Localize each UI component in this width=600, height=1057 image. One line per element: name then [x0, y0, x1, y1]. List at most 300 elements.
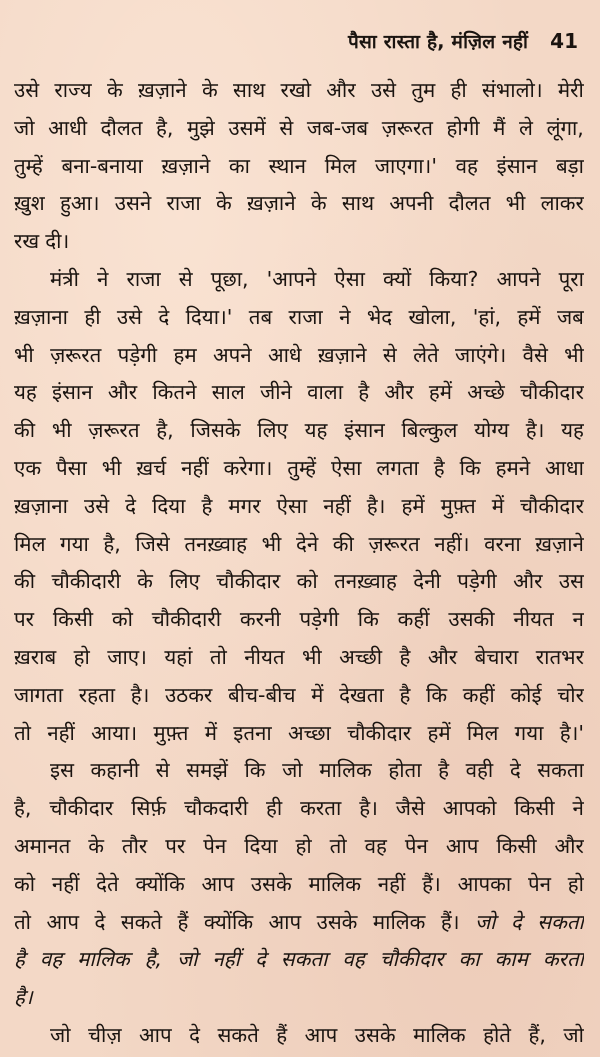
- word: है: [14, 947, 25, 972]
- word: राजा: [288, 304, 323, 329]
- word: आप: [304, 1022, 338, 1047]
- word: है,: [144, 947, 162, 972]
- word: 'हां,: [472, 304, 502, 329]
- word: नहीं: [323, 493, 351, 518]
- word: ही: [84, 304, 101, 329]
- word: कहीं: [462, 682, 495, 707]
- word: तो: [14, 909, 31, 934]
- word: से: [382, 342, 397, 367]
- word: आप: [201, 871, 235, 896]
- word: अमानत: [14, 833, 71, 858]
- word: साथ: [341, 191, 375, 216]
- word: अच्छी: [339, 644, 383, 669]
- text-line: [14, 261, 584, 299]
- word: नहीं: [377, 871, 406, 896]
- word: और: [427, 644, 458, 669]
- word: ही: [266, 796, 283, 821]
- word: जीने: [259, 380, 292, 405]
- word: चौकीदार: [379, 947, 444, 972]
- word: सकते: [120, 909, 163, 934]
- word: आधा: [545, 455, 584, 480]
- word: नहीं: [51, 871, 80, 896]
- word: दिया: [152, 493, 186, 518]
- word: क्योंकि: [203, 909, 254, 934]
- word: की: [14, 569, 36, 594]
- word: लिए: [257, 418, 288, 443]
- word: मालिक: [77, 947, 130, 972]
- word: जाएंगे।: [455, 342, 507, 367]
- word: है: [399, 644, 411, 669]
- word: है।': [559, 720, 584, 745]
- word: बीच-बीच: [228, 682, 296, 707]
- word: मुफ़्त: [153, 720, 189, 745]
- word: पर: [14, 607, 35, 632]
- word: की: [14, 418, 36, 443]
- word: लिए: [169, 569, 200, 594]
- word: अच्छा: [287, 720, 331, 745]
- word: ऐसा: [334, 266, 365, 291]
- word: चौकीदारी: [51, 569, 121, 594]
- word: देते: [96, 871, 119, 896]
- word: तुम्हें: [287, 455, 317, 480]
- word: खोला,: [408, 304, 457, 329]
- word: कितने: [152, 380, 197, 405]
- word: संभालो।: [482, 78, 543, 102]
- word: कि: [244, 758, 266, 783]
- word: ख़ुश: [14, 191, 45, 216]
- word: दे: [510, 909, 522, 934]
- word: आप: [139, 1022, 172, 1047]
- word: राजा: [166, 191, 201, 216]
- word: के: [106, 78, 123, 102]
- word: नहीं।: [434, 531, 470, 556]
- word: इतना: [233, 720, 272, 745]
- word: के: [88, 833, 104, 858]
- word: ने: [339, 304, 351, 329]
- word: का: [228, 153, 250, 178]
- word: है,: [14, 796, 32, 821]
- word: में: [204, 720, 217, 745]
- word: हमें: [517, 304, 541, 329]
- word: तनख़्वाह: [184, 531, 248, 556]
- word: मंत्री: [50, 266, 79, 291]
- word: जिसे: [135, 531, 170, 556]
- word: जैसे: [395, 796, 425, 821]
- word: ही: [450, 78, 467, 102]
- text-line: [14, 866, 584, 904]
- word: दे: [254, 947, 266, 972]
- word: करता: [300, 796, 342, 821]
- word: तो: [14, 720, 31, 745]
- word: ज़रूरत: [88, 418, 140, 443]
- word: दिया: [244, 833, 278, 858]
- word: जो: [14, 115, 35, 140]
- word: को: [296, 569, 318, 594]
- word: उसमें: [228, 115, 266, 140]
- word: ख़ज़ाने: [138, 78, 187, 102]
- word: जो: [282, 758, 303, 783]
- word: दिया।': [185, 304, 233, 329]
- word: है: [358, 380, 370, 405]
- word: करता: [542, 947, 584, 972]
- word: बना-बनाया: [61, 153, 143, 178]
- text-line: [14, 412, 584, 450]
- word: मालिक: [308, 871, 362, 896]
- word: जो: [176, 947, 198, 972]
- word: कि: [426, 682, 448, 707]
- word: ने: [96, 266, 109, 291]
- word: हो: [295, 833, 312, 858]
- word: नहीं: [181, 455, 209, 480]
- text-line: [14, 148, 584, 186]
- text-line: [14, 677, 584, 715]
- text-line: [14, 1017, 584, 1055]
- word: हमें: [428, 380, 453, 405]
- word: जो: [563, 1022, 584, 1047]
- word: इंसान: [51, 380, 93, 405]
- word: रख: [14, 229, 40, 254]
- word: पूरा: [558, 266, 584, 291]
- word: है।: [525, 418, 545, 443]
- word: नहीं: [212, 947, 240, 972]
- word: मिल: [466, 720, 499, 745]
- word: जाएगा।': [374, 153, 437, 178]
- word: वरना: [484, 531, 521, 556]
- word: जो: [50, 1022, 71, 1047]
- word: ख़ज़ाने: [246, 191, 296, 216]
- text-line: [14, 374, 584, 412]
- word: और: [513, 569, 543, 594]
- word: पेन: [203, 833, 227, 858]
- word: करनी: [239, 607, 281, 632]
- word: रातभर: [535, 644, 584, 669]
- word: मेरी: [557, 78, 584, 102]
- word: के: [137, 569, 153, 594]
- word: हम: [173, 342, 197, 367]
- word: कि: [357, 607, 379, 632]
- word: दे: [189, 1022, 201, 1047]
- word: किसी: [514, 796, 555, 821]
- word: हैं।: [440, 909, 460, 934]
- word: के: [201, 78, 218, 102]
- word: को: [111, 607, 133, 632]
- word: तनख़्वाह: [334, 569, 397, 594]
- text-line: [14, 526, 584, 564]
- text-line: [14, 752, 584, 790]
- word: किसी: [496, 833, 537, 858]
- word: तुम्हें: [14, 153, 43, 178]
- word: चौकीदार: [347, 720, 412, 745]
- word: नीयत: [513, 607, 554, 632]
- word: 'आपने: [266, 266, 317, 291]
- word: में: [311, 682, 324, 707]
- word: लूंगा,: [546, 115, 584, 140]
- word: हमने: [495, 455, 531, 480]
- word: दे: [125, 493, 137, 518]
- word: गया: [60, 531, 89, 556]
- word: है।: [130, 682, 150, 707]
- word: मालिक: [413, 1022, 466, 1047]
- word: वह: [364, 833, 387, 858]
- word: क्योंकि: [135, 871, 185, 896]
- text-line: [14, 223, 584, 261]
- word: राजा: [126, 266, 161, 291]
- word: आप: [445, 833, 479, 858]
- word: भी: [302, 644, 322, 669]
- word: ख़ज़ाने: [535, 531, 584, 556]
- word: चौकीदारी: [151, 607, 222, 632]
- text-line: [14, 601, 584, 639]
- word: पेन: [404, 833, 428, 858]
- word: है।: [359, 796, 378, 821]
- word: पेन: [527, 871, 552, 896]
- word: हमें: [427, 720, 451, 745]
- word: सकते: [217, 1022, 259, 1047]
- text-line: [14, 639, 584, 677]
- word: मालिक: [372, 909, 426, 934]
- word: पैसा: [56, 455, 87, 480]
- word: वह: [455, 153, 478, 178]
- word: है,: [156, 115, 174, 140]
- word: साल: [211, 380, 245, 405]
- running-header: [348, 28, 578, 54]
- word: बिल्कुल: [401, 418, 458, 443]
- word: ले: [519, 115, 533, 140]
- word: आपका: [457, 871, 512, 896]
- word: को: [14, 871, 36, 896]
- word: देखता: [339, 682, 384, 707]
- word: की: [332, 531, 354, 556]
- word: उसे: [116, 304, 142, 329]
- word: उसके: [250, 871, 292, 896]
- word: होता: [388, 758, 422, 783]
- body-text: [14, 72, 584, 1055]
- word: है।: [366, 493, 386, 518]
- word: देने: [295, 531, 319, 556]
- word: सकता: [537, 909, 584, 934]
- word: और: [554, 833, 584, 858]
- word: कि: [459, 455, 481, 480]
- word: तो: [329, 833, 347, 858]
- word: बड़ा: [555, 153, 584, 178]
- word: योग्य: [474, 418, 510, 443]
- word: चौकीदार: [520, 493, 584, 518]
- word: आपको: [442, 796, 497, 821]
- word: हैं: [276, 1022, 288, 1047]
- word: उसे: [14, 78, 40, 102]
- word: मुफ़्त: [440, 493, 476, 518]
- word: है।: [14, 985, 33, 1010]
- word: मिल: [14, 531, 46, 556]
- text-line: [14, 299, 584, 337]
- word: ख़ज़ाना: [14, 304, 68, 329]
- word: क्यों: [382, 266, 412, 291]
- word: ख़ज़ाना: [14, 493, 68, 518]
- word: है: [399, 682, 411, 707]
- word: किया?: [429, 266, 479, 291]
- word: चीज़: [88, 1022, 122, 1047]
- word: आधे: [267, 342, 302, 367]
- word: आया।: [91, 720, 138, 745]
- word: बेचारा: [474, 644, 519, 669]
- word: पड़ेगी: [117, 342, 158, 367]
- word: ज़रूरत: [50, 342, 102, 367]
- word: से: [178, 266, 193, 291]
- word: लेते: [413, 342, 439, 367]
- word: उसने: [114, 191, 152, 216]
- word: भी: [564, 342, 584, 367]
- word: ने: [572, 796, 584, 821]
- word: यह: [304, 418, 328, 443]
- word: ऐसा: [330, 455, 362, 480]
- word: ज़रूरत: [368, 531, 420, 556]
- word: और: [384, 380, 414, 405]
- word: सकता: [537, 758, 584, 783]
- word: अपने: [212, 342, 252, 367]
- word: देनी: [413, 569, 441, 594]
- word: ख़ज़ाने: [161, 153, 211, 178]
- text-line: [14, 110, 584, 148]
- word: रखो: [280, 78, 312, 102]
- word: दे: [94, 909, 106, 934]
- word: जिसके: [190, 418, 241, 443]
- word: लाकर: [540, 191, 584, 216]
- word: तुम: [411, 78, 436, 102]
- word: मुझे: [187, 115, 215, 140]
- word: जागता: [14, 682, 64, 707]
- text-line: [14, 450, 584, 488]
- word: कहानी: [90, 758, 140, 783]
- word: इस: [50, 758, 74, 783]
- word: आप: [46, 909, 80, 934]
- running-header-title: पैसा रास्ता है, मंज़िल नहीं: [347, 31, 529, 53]
- word: सकता: [280, 947, 328, 972]
- word: चोर: [557, 682, 584, 707]
- word: नीयत: [244, 644, 285, 669]
- word: और: [107, 380, 138, 405]
- word: भी: [51, 418, 72, 443]
- word: कोई: [510, 682, 542, 707]
- text-line: [14, 563, 584, 601]
- word: मगर: [228, 493, 261, 518]
- word: भी: [14, 342, 34, 367]
- text-line: [14, 715, 584, 753]
- word: जो: [474, 909, 496, 934]
- word: उसे: [84, 493, 110, 518]
- word: तो: [209, 644, 227, 669]
- word: से: [279, 115, 294, 140]
- word: हैं: [177, 909, 189, 934]
- text-line: [14, 904, 584, 942]
- word: यह: [561, 418, 584, 443]
- word: वह: [342, 947, 365, 972]
- word: हो: [567, 871, 584, 896]
- word: यहां: [164, 644, 193, 669]
- word: के: [310, 191, 327, 216]
- word: भी: [101, 455, 122, 480]
- word: हैं।: [422, 871, 441, 896]
- word: किसी: [52, 607, 94, 632]
- word: वही: [465, 758, 494, 783]
- word: उसके: [316, 909, 358, 934]
- text-line: [14, 185, 584, 223]
- word: ख़ज़ाने: [317, 342, 367, 367]
- word: होते: [483, 1022, 511, 1047]
- word: भी: [505, 191, 526, 216]
- word: उसकी: [448, 607, 495, 632]
- word: आधी: [48, 115, 88, 140]
- word: एक: [14, 455, 42, 480]
- word: कहीं: [397, 607, 430, 632]
- word: वाला: [307, 380, 344, 405]
- word: चौकीदार: [216, 569, 281, 594]
- text-line: [14, 790, 584, 828]
- word: से: [155, 758, 170, 783]
- word: वह: [39, 947, 63, 972]
- word: न: [572, 607, 584, 632]
- word: हो: [73, 644, 90, 669]
- word: दे: [509, 758, 521, 783]
- word: गया: [514, 720, 544, 745]
- word: उठकर: [165, 682, 213, 707]
- word: है: [433, 455, 445, 480]
- word: वैसे: [522, 342, 548, 367]
- word: भी: [261, 531, 282, 556]
- word: और: [326, 78, 356, 102]
- word: साथ: [232, 78, 266, 102]
- word: दौलत: [448, 191, 491, 216]
- word: अच्छे: [467, 380, 505, 405]
- word: पड़ेगी: [299, 607, 339, 632]
- word: दी।: [45, 229, 70, 254]
- word: पूछा,: [210, 266, 249, 291]
- word: रहता: [78, 682, 116, 707]
- text-line: [14, 941, 584, 979]
- word: है,: [156, 418, 174, 443]
- word: मैं: [493, 115, 506, 140]
- word: ऐसा: [276, 493, 308, 518]
- word: मालिक: [319, 758, 372, 783]
- word: जब-जब: [306, 115, 369, 140]
- word: चौकीदार: [49, 796, 114, 821]
- word: जाए।: [107, 644, 147, 669]
- word: आप: [268, 909, 302, 934]
- text-line: [14, 72, 584, 110]
- word: चौकीदार: [520, 380, 584, 405]
- word: तब: [248, 304, 273, 329]
- word: पड़ेगी: [457, 569, 497, 594]
- word: तौर: [121, 833, 148, 858]
- word: काम: [494, 947, 528, 972]
- word: राज्य: [54, 78, 92, 102]
- text-line: [14, 488, 584, 526]
- word: इंसान: [344, 418, 385, 443]
- word: है: [438, 758, 450, 783]
- word: जब: [556, 304, 584, 329]
- word: है: [201, 493, 213, 518]
- word: समझें: [186, 758, 228, 783]
- word: ख़र्च: [136, 455, 167, 480]
- word: हमें: [401, 493, 425, 518]
- word: में: [491, 493, 504, 518]
- word: सिर्फ़: [131, 796, 167, 821]
- word: चौकदारी: [184, 796, 249, 821]
- word: लगता: [376, 455, 419, 480]
- word: ख़राब: [14, 644, 57, 669]
- word: आपने: [496, 266, 541, 291]
- text-line: [14, 979, 584, 1017]
- word: उस: [558, 569, 584, 594]
